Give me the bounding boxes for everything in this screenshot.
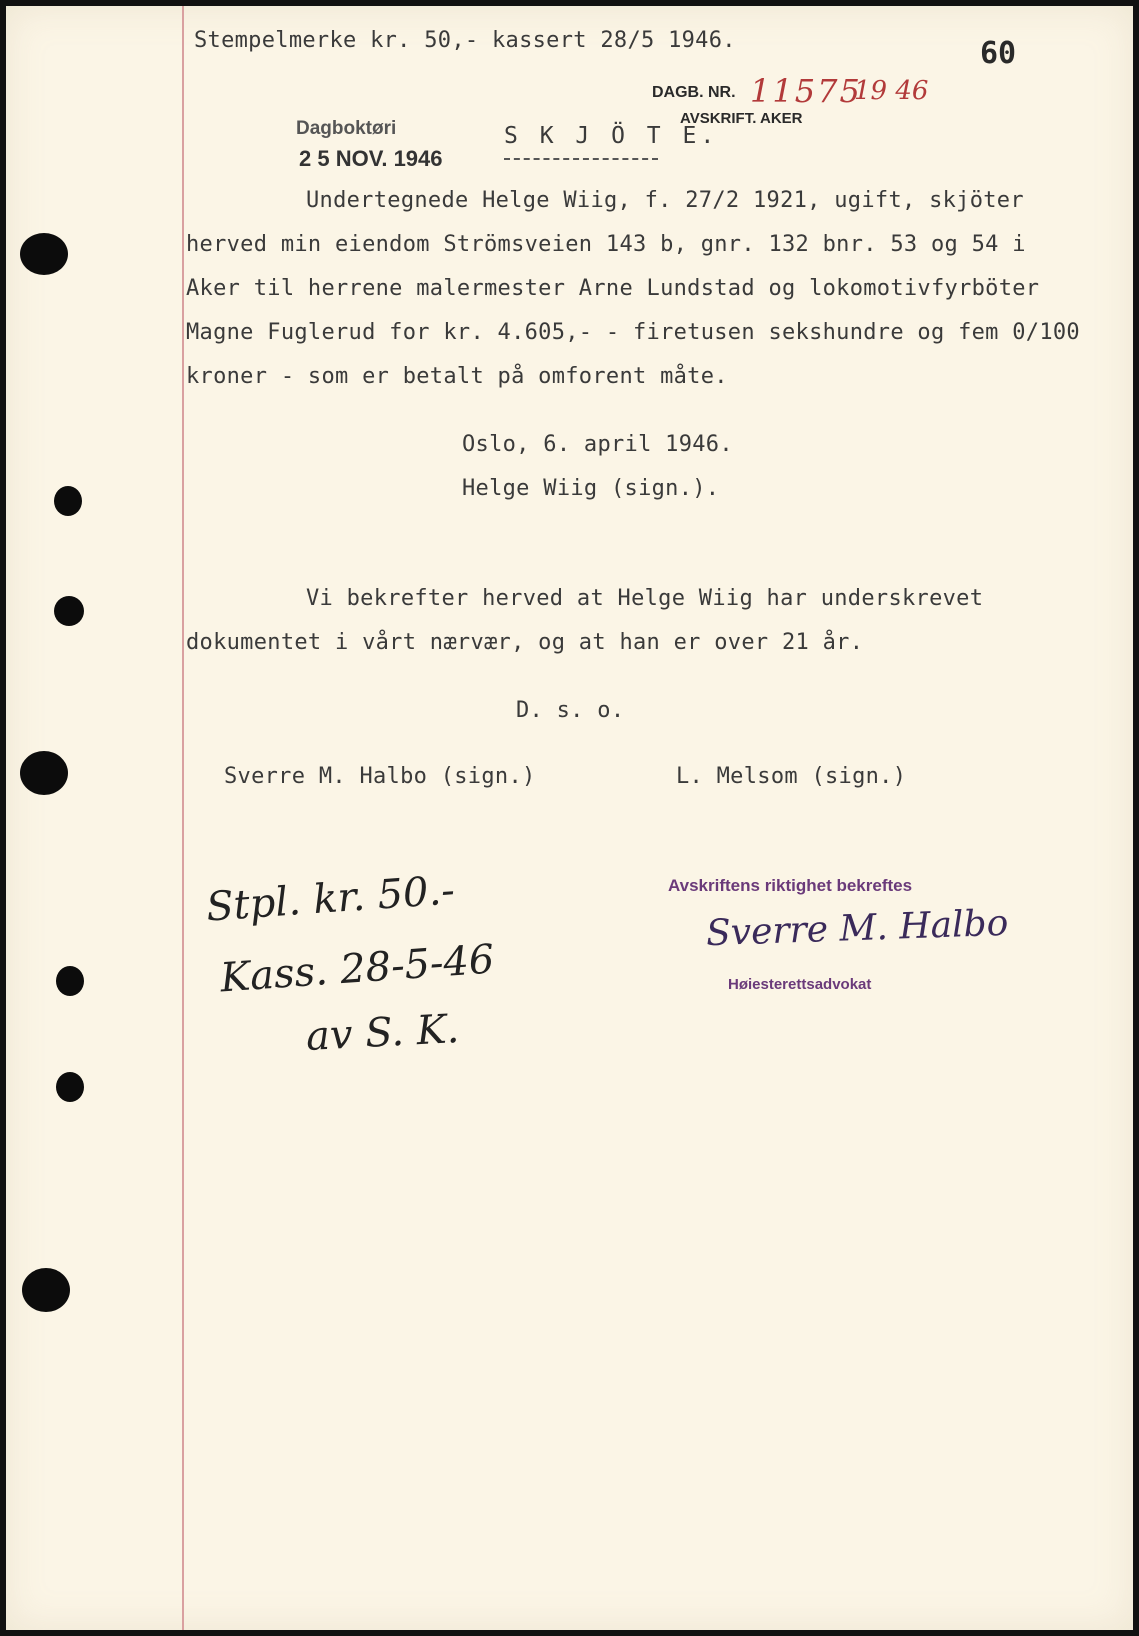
punch-hole-2: [54, 486, 82, 516]
handwritten-line-1: Stpl. kr. 50.-: [204, 867, 457, 931]
diary-stamp-date: 2 5 NOV. 1946: [299, 146, 443, 171]
paragraph-line-3: Aker til herrene malermester Arne Lundstad og lokomotivfyrböter: [186, 276, 1040, 301]
place-date: Oslo, 6. april 1946.: [462, 432, 733, 457]
document-title: S K J Ö T E.: [504, 123, 719, 149]
dagb-number: 11575: [750, 72, 862, 110]
avskrift-label: AVSKRIFT. AKER: [680, 110, 803, 127]
punch-hole-1: [20, 233, 68, 275]
dagb-year: 19 46: [854, 76, 929, 106]
diary-stamp-label: Dagboktøri: [296, 118, 397, 139]
document-page: [6, 6, 1133, 1630]
margin-line: [182, 6, 184, 1630]
signature-line: Helge Wiig (sign.).: [462, 476, 720, 501]
punch-hole-7: [22, 1268, 70, 1312]
witness-1: Sverre M. Halbo (sign.): [224, 764, 536, 789]
certification-line-2: Høiesterettsadvokat: [728, 976, 872, 993]
witness-2: L. Melsom (sign.): [676, 764, 907, 789]
dagb-label: DAGB. NR.: [652, 84, 736, 101]
handwritten-line-2: Kass. 28-5-46: [218, 936, 496, 1002]
punch-hole-6: [56, 1072, 84, 1102]
witness-line-1: Vi bekrefter herved at Helge Wiig har underskrevet: [306, 586, 984, 611]
paragraph-line-4: Magne Fuglerud for kr. 4.605,- - firetusen sekshundre og fem 0/100: [186, 320, 1080, 345]
paragraph-line-2: herved min eiendom Strömsveien 143 b, gnr. 132 bnr. 53 og 54 i: [186, 232, 1026, 257]
punch-hole-5: [56, 966, 84, 996]
page-number: 60: [980, 36, 1017, 71]
handwritten-line-3: av S. K.: [304, 1006, 461, 1060]
punch-hole-3: [54, 596, 84, 626]
certification-line-1: Avskriftens riktighet bekreftes: [668, 876, 913, 895]
stamp-note: Stempelmerke kr. 50,- kassert 28/5 1946.: [194, 28, 736, 53]
paragraph-line-5: kroner - som er betalt på omforent måte.: [186, 364, 728, 389]
title-underline: [504, 158, 658, 160]
paragraph-line-1: Undertegnede Helge Wiig, f. 27/2 1921, ugift, skjöter: [306, 188, 1024, 213]
certification-signature: Sverre M. Halbo: [705, 902, 1009, 955]
witness-line-2: dokumentet i vårt nærvær, og at han er over 21 år.: [186, 630, 864, 655]
punch-hole-4: [20, 751, 68, 795]
dso: D. s. o.: [516, 698, 625, 723]
